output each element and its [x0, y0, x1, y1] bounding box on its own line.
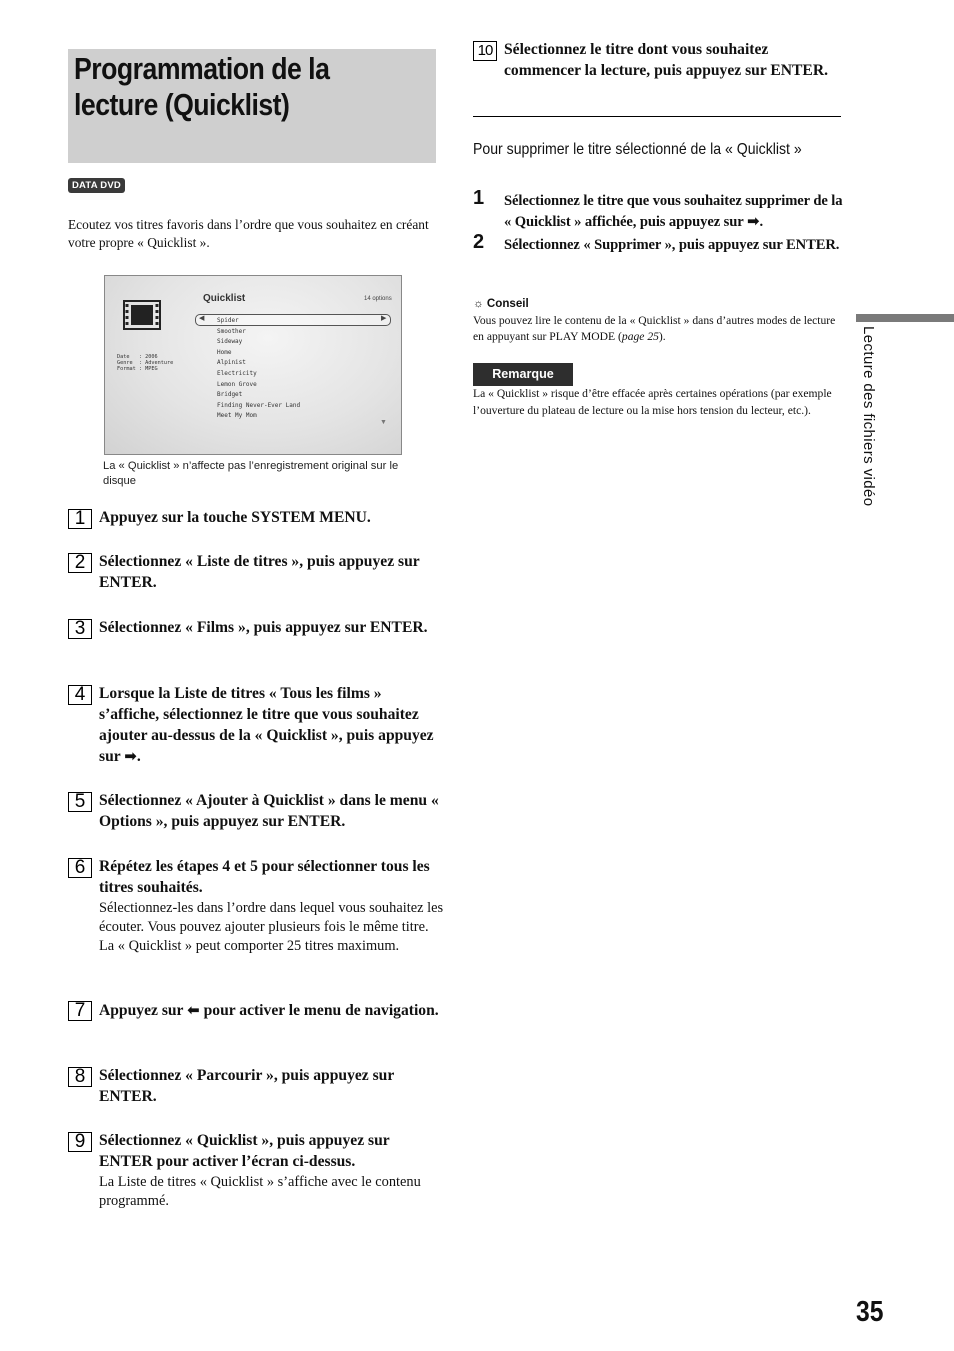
divider: [473, 116, 841, 117]
list-item: Finding Never-Ever Land: [217, 401, 301, 409]
sub-step-1: [473, 187, 843, 232]
scroll-down-icon: ▼: [380, 418, 387, 426]
step-heading: Sélectionnez « Liste de titres », puis appuyez sur ENTER.: [99, 553, 420, 591]
tip-text: Vous pouvez lire le contenu de la « Quicklist » dans d’autres modes de lecture en appuyant sur PLAY MODE (page 25).: [473, 314, 836, 343]
list-item: Electricity: [217, 369, 257, 377]
step-heading: Sélectionnez « Ajouter à Quicklist » dans le menu « Options », puis appuyez sur ENTER.: [99, 792, 439, 830]
step-2: [68, 552, 440, 594]
step-heading: Sélectionnez « Parcourir », puis appuyez sur ENTER.: [99, 1067, 394, 1105]
screen-info-line: Genre : Adventure: [117, 360, 174, 366]
step-3: [68, 618, 440, 639]
subsection-heading: Pour supprimer le titre sélectionné de la « Quicklist »: [473, 141, 802, 158]
arrow-right-icon: ➡: [746, 212, 760, 230]
step-number: 9: [68, 1132, 92, 1152]
step-number: 5: [68, 792, 92, 812]
step-heading: Sélectionnez le titre que vous souhaitez supprimer de la « Quicklist » affichée, puis appuyez sur ➡.: [504, 193, 843, 230]
step-number: 2: [68, 553, 92, 573]
step-heading: Répétez les étapes 4 et 5 pour sélectionner tous les titres souhaités.: [99, 858, 430, 896]
intro-text: Ecoutez vos titres favoris dans l’ordre que vous souhaitez en créant votre propre « Quicklist ».: [68, 217, 429, 250]
list-item: Spider: [217, 317, 239, 324]
step-number: 10: [473, 41, 497, 61]
step-number: 3: [68, 619, 92, 639]
step-10: [473, 40, 843, 82]
list-item: Lemon Grove: [217, 380, 257, 388]
arrow-left-icon: ⬅: [187, 1001, 200, 1019]
step-number: 1: [68, 509, 92, 529]
title-box: [68, 49, 436, 163]
sub-step-2: [473, 231, 843, 255]
step-8: [68, 1066, 440, 1108]
page-title: Programmation de la lecture (Quicklist): [74, 51, 330, 122]
step-9: [68, 1131, 440, 1211]
film-icon: [123, 300, 161, 330]
list-item: Alpinist: [217, 359, 246, 367]
left-arrow-icon: ◀: [199, 314, 205, 322]
step-number: 7: [68, 1001, 92, 1021]
step-5: [68, 791, 440, 833]
right-arrow-icon: ▶: [381, 314, 387, 322]
note-label: Remarque: [473, 363, 573, 386]
step-heading: Sélectionnez « Films », puis appuyez sur ENTER.: [99, 619, 428, 636]
step-heading: Lorsque la Liste de titres « Tous les films » s’affiche, sélectionnez le titre que vous souhaitez ajouter au-dessus de la « Quicklist », puis appuyez sur ➡.: [99, 685, 434, 766]
step-body: La Liste de titres « Quicklist » s’affiche avec le contenu programmé.: [99, 1173, 421, 1209]
step-7: [68, 1000, 440, 1022]
lightbulb-icon: ☼: [473, 297, 484, 310]
list-item: Meet My Mom: [217, 412, 257, 420]
screen-caption: La « Quicklist » n’affecte pas l’enregistrement original sur le disque: [103, 460, 399, 487]
step-4: [68, 684, 440, 768]
data-dvd-badge: DATA DVD: [68, 178, 125, 193]
step-6: [68, 857, 444, 956]
screen-count: 14 options: [364, 296, 392, 302]
step-heading: Appuyez sur ⬅ pour activer le menu de navigation.: [99, 1001, 439, 1019]
step-heading: Appuyez sur la touche SYSTEM MENU.: [99, 509, 371, 526]
step-body: La « Quicklist » peut comporter 25 titres maximum.: [99, 937, 400, 954]
side-tab-label: Lecture des fichiers vidéo: [860, 326, 877, 507]
step-heading: Sélectionnez « Supprimer », puis appuyez sur ENTER.: [504, 237, 840, 253]
list-item: Bridget: [217, 391, 243, 399]
side-tab-bar: [856, 314, 954, 322]
page-number: 35: [856, 1296, 884, 1328]
screen-info-line: Format : MPEG: [117, 366, 158, 372]
step-body: Sélectionnez-les dans l’ordre dans lequel vous souhaitez les écouter. Vous pouvez ajouter plusieurs fois le même titre.: [99, 899, 444, 935]
screen-info: [117, 354, 173, 372]
step-number: 8: [68, 1067, 92, 1087]
step-number: 6: [68, 858, 92, 878]
step-heading: Sélectionnez le titre dont vous souhaitez commencer la lecture, puis appuyez sur ENTER.: [504, 41, 828, 79]
step-number: 1: [473, 187, 485, 209]
step-heading: Sélectionnez « Quicklist », puis appuyez sur ENTER pour activer l’écran ci-dessus.: [99, 1132, 390, 1170]
list-item: Home: [217, 348, 232, 356]
screen-info-line: Date : 2006: [117, 354, 158, 360]
step-1: [68, 508, 440, 529]
screen-title-list: [217, 316, 300, 422]
arrow-right-icon: ➡: [124, 747, 137, 766]
tip-label: ☼ Conseil: [473, 297, 529, 310]
step-number: 4: [68, 685, 92, 705]
step-number: 2: [473, 231, 485, 253]
list-item: Sideway: [217, 338, 243, 346]
list-item: Smoother: [217, 327, 246, 335]
quicklist-screen-illustration: [104, 275, 402, 455]
screen-title: Quicklist: [203, 293, 246, 304]
note-text: La « Quicklist » risque d’être effacée après certaines opérations (par exemple l’ouverture du plateau de lecture ou la mise hors tension du lecteur, etc.).: [473, 387, 832, 417]
